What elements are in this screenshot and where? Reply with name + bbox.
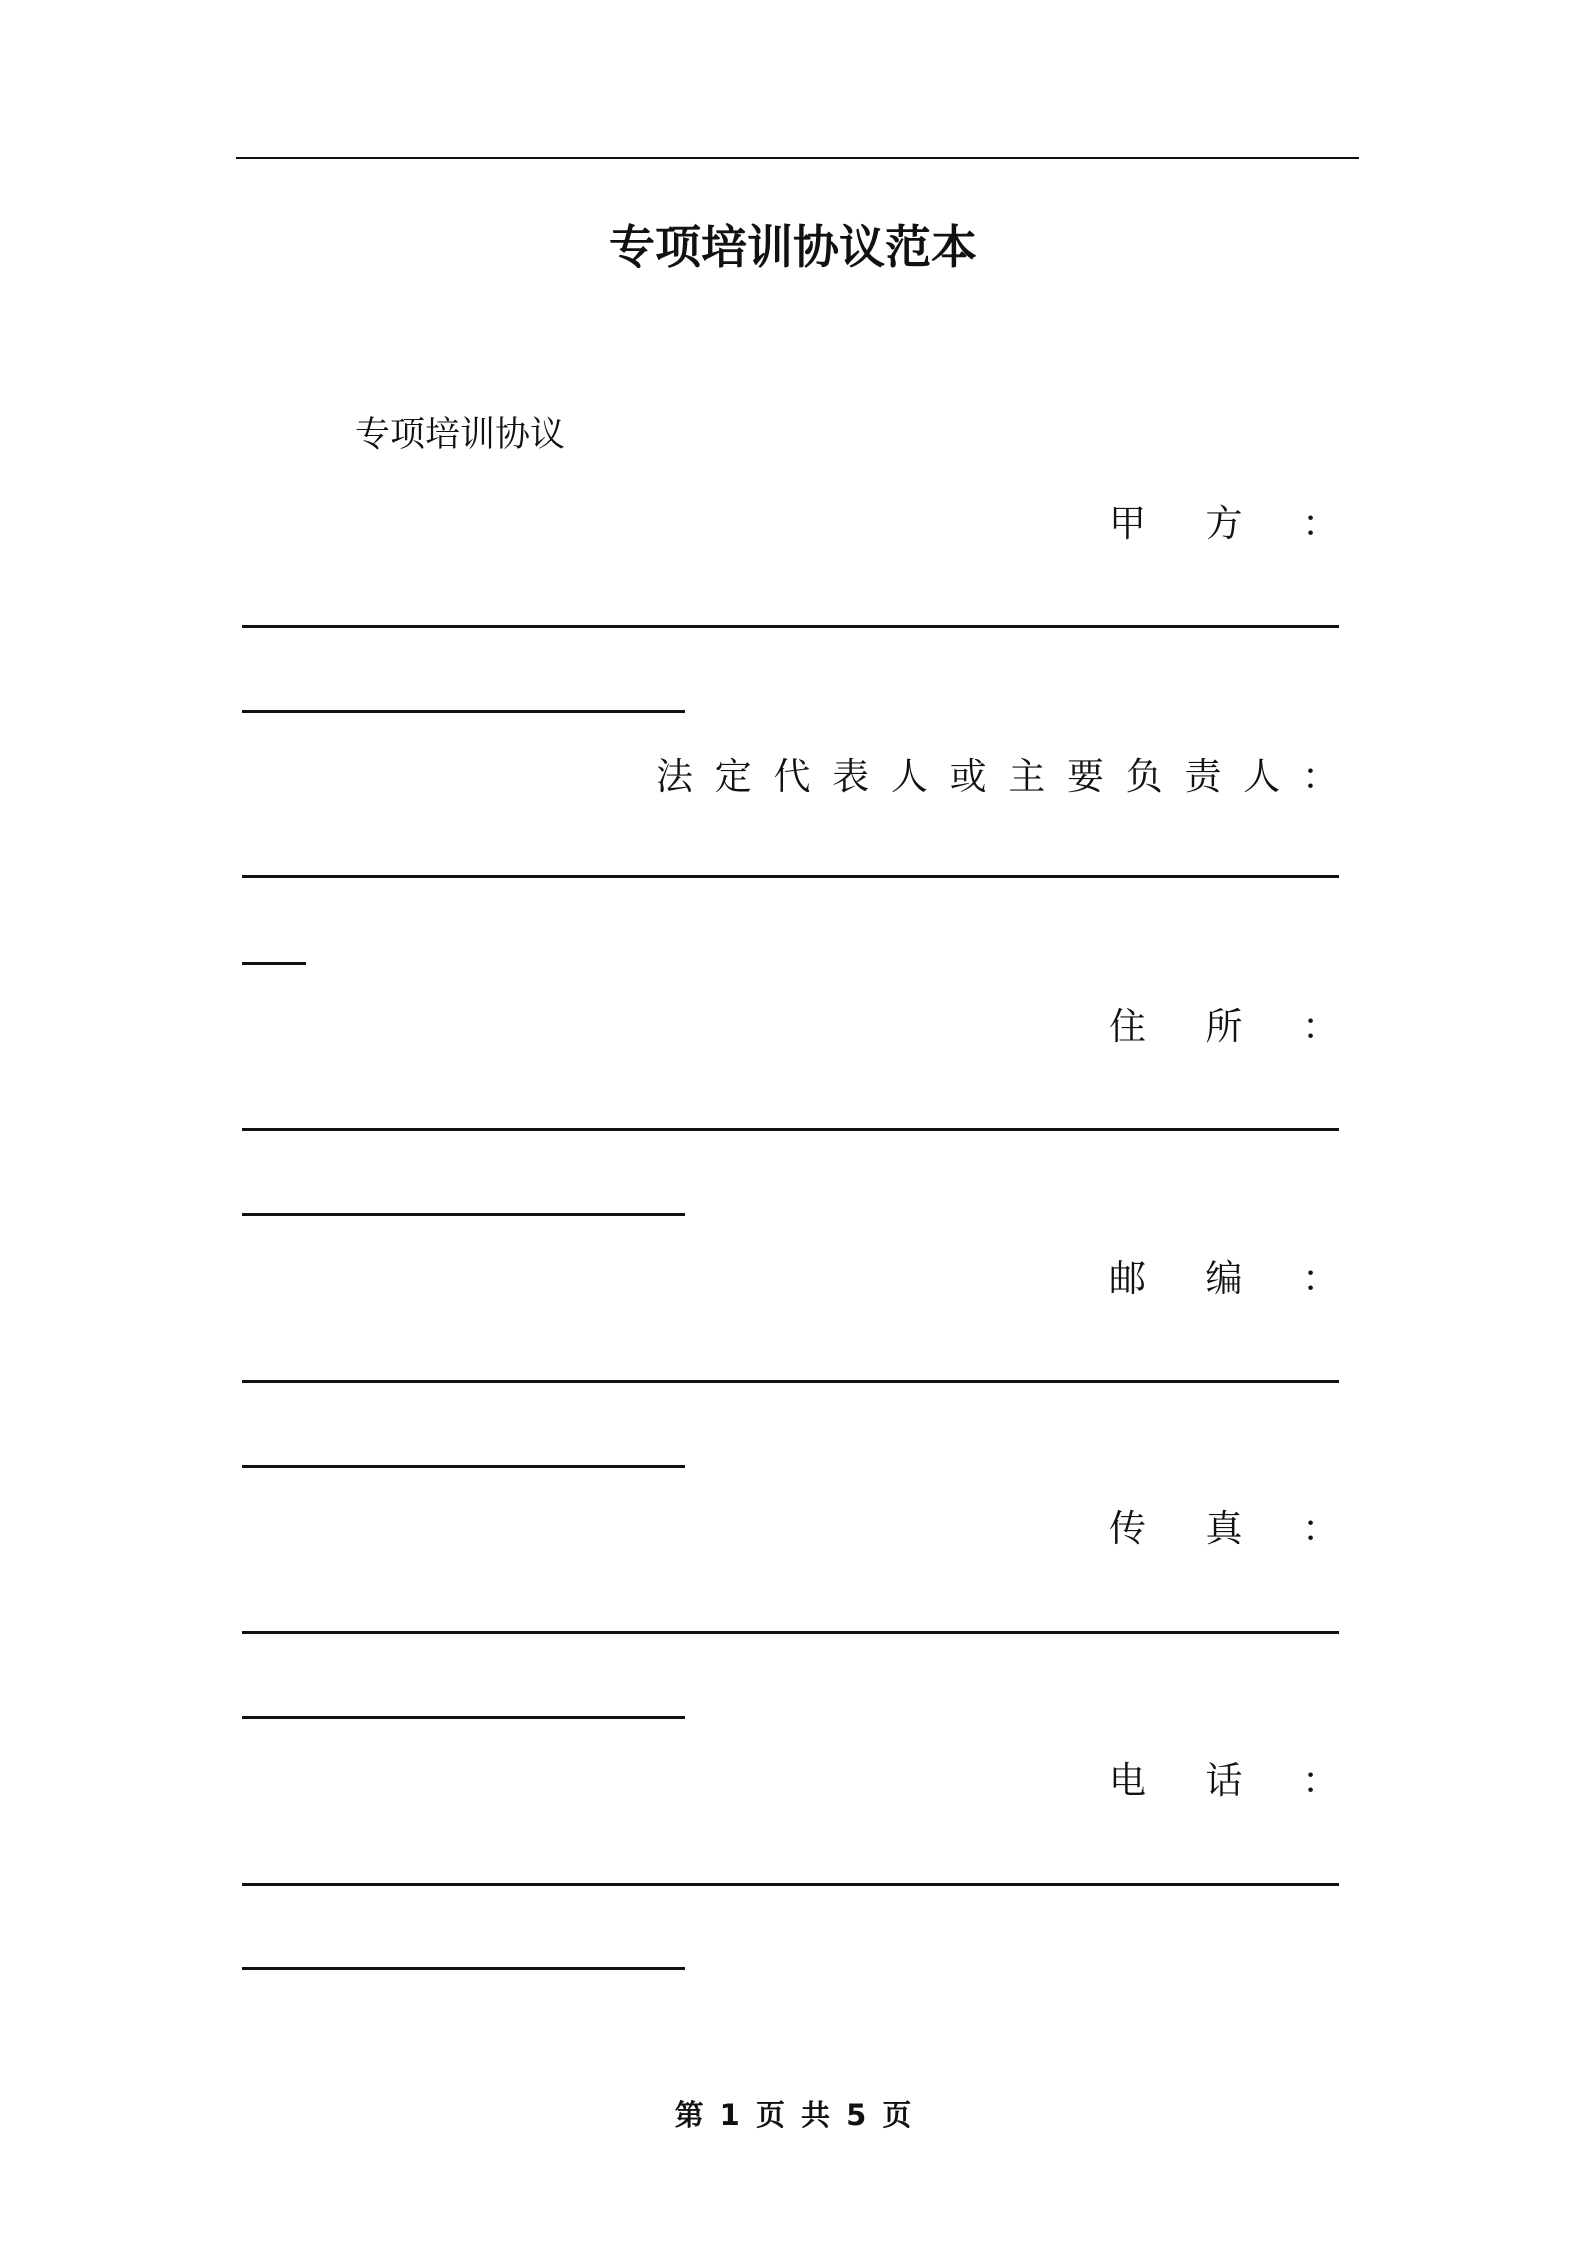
fill-line-party-a-1[interactable] — [242, 625, 1339, 628]
label-char: 所 — [1205, 1005, 1243, 1048]
label-char: 邮 — [1109, 1257, 1146, 1300]
fill-line-postcode-1[interactable] — [242, 1380, 1339, 1383]
label-char: 话 — [1205, 1759, 1243, 1802]
label-postcode — [1109, 1245, 1339, 1305]
label-char: 表 — [832, 755, 870, 798]
fill-line-postcode-2[interactable] — [242, 1465, 685, 1468]
document-subtitle: 专项培训协议 — [355, 415, 566, 455]
label-char: 真 — [1205, 1507, 1243, 1550]
label-char: ： — [1302, 1759, 1339, 1802]
label-char: 代 — [773, 755, 811, 798]
label-char: ： — [1302, 1507, 1339, 1550]
fill-line-address-1[interactable] — [242, 1128, 1339, 1131]
fill-line-fax-2[interactable] — [242, 1716, 685, 1719]
fill-line-address-2[interactable] — [242, 1213, 685, 1216]
label-char: 法 — [656, 755, 693, 798]
fill-line-legal-representative-2[interactable] — [242, 962, 306, 965]
label-char: ： — [1302, 502, 1339, 545]
label-address — [1109, 993, 1339, 1053]
label-char: 电 — [1109, 1759, 1146, 1802]
label-char: 责 — [1184, 755, 1222, 798]
label-char: 编 — [1205, 1257, 1243, 1300]
label-char: 甲 — [1109, 502, 1146, 545]
label-char: 定 — [714, 755, 752, 798]
label-char: 主 — [1008, 755, 1046, 798]
fill-line-fax-1[interactable] — [242, 1631, 1339, 1634]
label-char: 人 — [890, 755, 928, 798]
label-char: ： — [1302, 1257, 1339, 1300]
header-rule — [236, 157, 1359, 159]
label-char: 传 — [1109, 1507, 1146, 1550]
fill-line-legal-representative-1[interactable] — [242, 875, 1339, 878]
fill-line-phone-1[interactable] — [242, 1883, 1339, 1886]
document-title: 专项培训协议范本 — [609, 220, 977, 274]
label-char: 住 — [1109, 1005, 1146, 1048]
label-char: ： — [1302, 1005, 1339, 1048]
label-char: ： — [1301, 755, 1339, 798]
label-char: 人 — [1243, 755, 1281, 798]
label-char: 方 — [1205, 502, 1243, 545]
label-phone — [1109, 1747, 1339, 1807]
fill-line-phone-2[interactable] — [242, 1967, 685, 1970]
fill-line-party-a-2[interactable] — [242, 710, 685, 713]
label-legal-representative — [656, 743, 1339, 803]
label-char: 要 — [1067, 755, 1105, 798]
label-char: 或 — [949, 755, 987, 798]
page-number: 第 1 页 共 5 页 — [674, 2098, 912, 2132]
label-party-a — [1109, 490, 1339, 550]
label-fax — [1109, 1495, 1339, 1555]
label-char: 负 — [1125, 755, 1163, 798]
